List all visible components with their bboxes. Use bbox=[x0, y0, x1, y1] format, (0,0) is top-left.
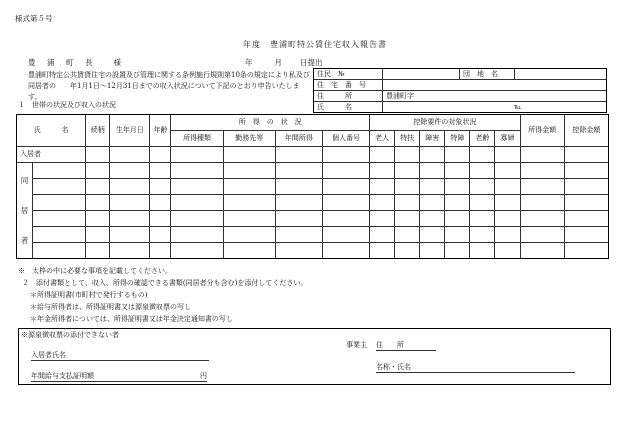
resident-label: 入居者 bbox=[17, 147, 86, 163]
submission-date bbox=[205, 58, 323, 67]
employee-name-line[interactable] bbox=[31, 360, 209, 361]
residence-field[interactable] bbox=[383, 69, 460, 80]
header-deduction-group: 控除要件の対象状況 bbox=[370, 115, 521, 131]
household-income-table bbox=[16, 114, 609, 259]
place-label: 団 地 名 bbox=[460, 69, 515, 80]
notes bbox=[18, 265, 307, 325]
header-birth: 生年月日 bbox=[110, 115, 150, 147]
employer-name-line[interactable] bbox=[376, 372, 575, 373]
note-item3: ＊年金所得者については、所得証明書又は年金決定通知書の写し bbox=[30, 315, 233, 323]
header-deduction-2: 障害 bbox=[420, 131, 445, 147]
salary-cert-line[interactable] bbox=[31, 381, 207, 382]
header-relation: 続柄 bbox=[86, 115, 110, 147]
salary-cert-label: 年間給与支払証明額 bbox=[31, 372, 94, 380]
table-row bbox=[17, 227, 609, 243]
cohabitant-char-0: 同 bbox=[20, 175, 29, 185]
table-row bbox=[17, 163, 609, 179]
header-deduction-4: 老齢 bbox=[470, 131, 495, 147]
residence-label: 住民 № bbox=[314, 69, 383, 80]
date-month-label: 月 bbox=[274, 58, 282, 67]
employer-label: 事業主 bbox=[346, 341, 367, 349]
header-deduction-5: 寡婦 bbox=[495, 131, 520, 147]
no-withholding-box bbox=[18, 328, 611, 385]
house-no-label: 住 宅 番 号 bbox=[314, 80, 383, 91]
name-field[interactable] bbox=[383, 102, 607, 113]
header-deduction-3: 特障 bbox=[445, 131, 470, 147]
applicant-table bbox=[313, 68, 607, 113]
header-personal-no: 個人番号 bbox=[322, 131, 369, 147]
tel-label: ℡ bbox=[514, 102, 522, 111]
house-no-field[interactable] bbox=[383, 80, 607, 91]
form-number: 様式第５号 bbox=[15, 14, 53, 23]
header-age: 年齢 bbox=[150, 115, 171, 147]
employee-name-label: 入居者氏名 bbox=[31, 351, 66, 359]
note-item2: ＊給与所得者は、所得証明書又は源泉徴収票の写し bbox=[30, 303, 191, 311]
header-deduction-0: 老人 bbox=[370, 131, 395, 147]
header-income-group: 所 得 の 状 況 bbox=[171, 115, 370, 131]
cohabitant-char-1: 居 bbox=[20, 205, 29, 215]
name-label: 氏 名 bbox=[314, 102, 383, 113]
address-label: 住 所 bbox=[314, 91, 383, 102]
table-row bbox=[17, 179, 609, 195]
table-row bbox=[17, 243, 609, 259]
header-annual-income: 年間所得 bbox=[275, 131, 322, 147]
intro-text: 豊浦町特定公共賃貸住宅の設置及び管理に関する条例施行規則第10条の規定により私及び同居者の 年1月1日～12月31日までの収入状況について下記のとおり申告いたします。 bbox=[28, 71, 310, 101]
addressee: 豊 浦 町 長 様 bbox=[28, 58, 123, 67]
table-row bbox=[17, 147, 609, 163]
header-employer: 勤務先等 bbox=[223, 131, 275, 147]
note2: ２ 添付書類として、収入、所得の確認できる書類(同居者分も含む)を添付してください。 bbox=[22, 279, 308, 287]
employer-address-line[interactable] bbox=[376, 350, 436, 351]
form-title: 年度 豊浦町特公賃住宅収入報告書 bbox=[243, 40, 387, 49]
header-income-amount: 所得金額 bbox=[520, 115, 564, 147]
header-deduction-1: 特扶 bbox=[395, 131, 420, 147]
header-deduction-amount: 控除金額 bbox=[564, 115, 608, 147]
cohabitant-label bbox=[17, 163, 33, 259]
header-income-type: 所得種類 bbox=[171, 131, 223, 147]
note-item1: ＊所得証明書(市町村で発行するもの) bbox=[30, 291, 148, 299]
address-field[interactable]: 豊浦町字 bbox=[383, 91, 607, 102]
table-row bbox=[17, 211, 609, 227]
yen-label: 円 bbox=[200, 372, 207, 380]
note1: ※ 太枠の中に必要な事項を記載してください。 bbox=[18, 267, 172, 275]
place-field[interactable] bbox=[515, 69, 607, 80]
employer-address-label: 住 所 bbox=[376, 341, 404, 349]
date-year-label: 年 bbox=[245, 58, 253, 67]
box-title: ※源泉徴収票の添付できない者 bbox=[21, 331, 119, 339]
section1-heading: １ 世帯の状況及び収入の状況 bbox=[18, 101, 116, 109]
employer-name-label: 名称・氏名 bbox=[376, 363, 411, 371]
table-row bbox=[17, 195, 609, 211]
cohabitant-char-2: 者 bbox=[20, 235, 29, 245]
date-day-label: 日提出 bbox=[300, 58, 323, 67]
header-name: 氏 名 bbox=[17, 115, 86, 147]
